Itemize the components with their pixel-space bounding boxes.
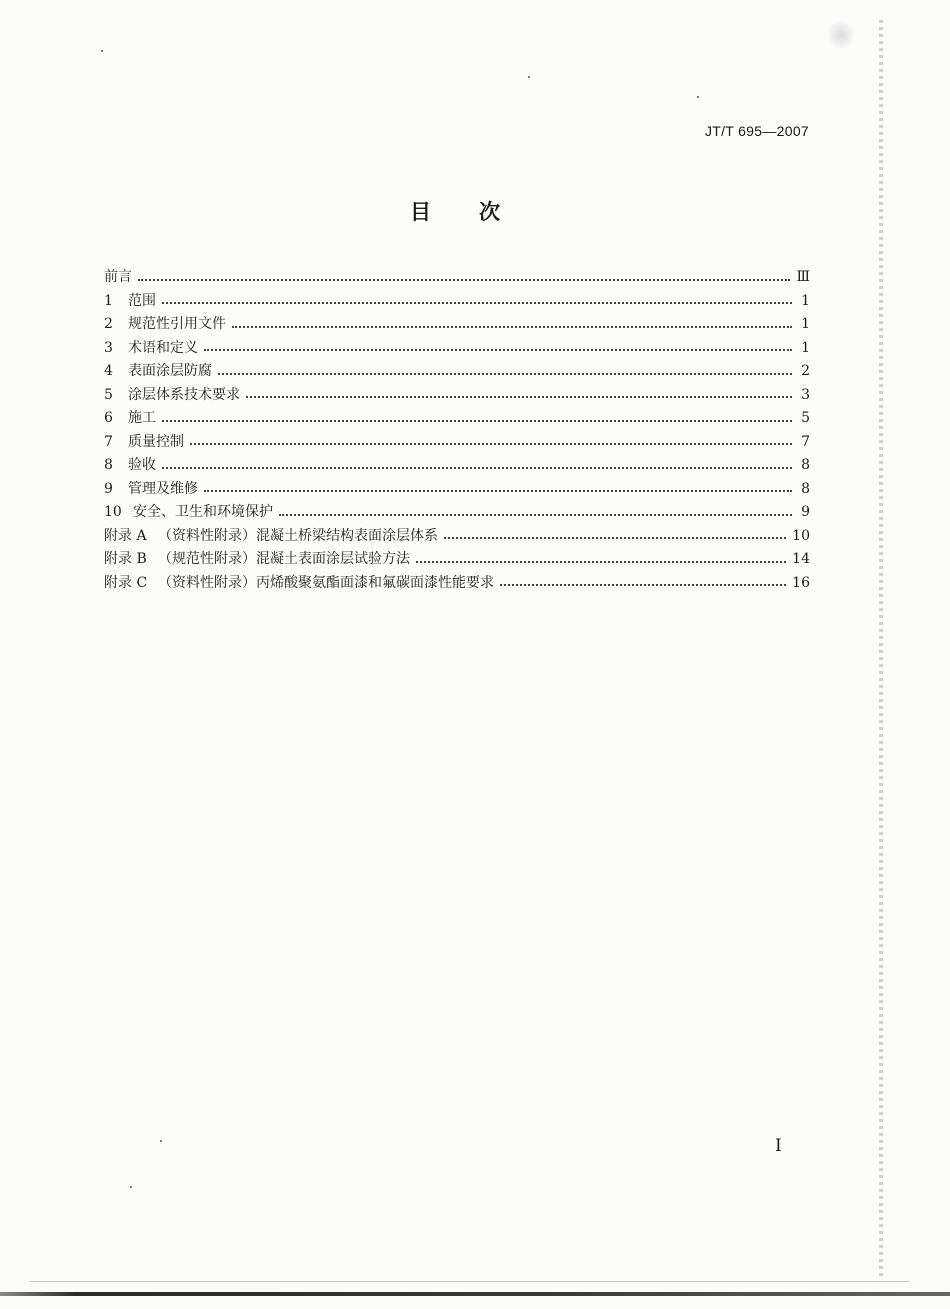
page-title bbox=[0, 196, 910, 226]
toc-entry-label: 管理及维修 bbox=[128, 480, 198, 497]
toc-leader-dots bbox=[500, 584, 786, 586]
toc-leader-dots bbox=[190, 443, 792, 445]
scan-speck bbox=[160, 1140, 162, 1142]
toc-entry[interactable] bbox=[104, 501, 810, 525]
toc-entry-page: 16 bbox=[792, 574, 810, 591]
toc-entry-appendix[interactable] bbox=[104, 548, 810, 572]
scan-smudge bbox=[828, 20, 854, 50]
toc-entry-number: 1 bbox=[104, 292, 113, 309]
scan-edge-bottom bbox=[0, 1292, 950, 1296]
toc-leader-dots bbox=[204, 490, 792, 492]
toc-leader-dots bbox=[218, 373, 792, 375]
toc-entry-label: 术语和定义 bbox=[128, 339, 198, 356]
toc-entry-label: 施工 bbox=[128, 410, 156, 426]
document-code: JT/T 695—2007 bbox=[704, 123, 809, 139]
toc-entry-number: 附录 B bbox=[104, 551, 147, 567]
toc-entry[interactable] bbox=[104, 454, 810, 478]
toc-entry[interactable] bbox=[104, 478, 810, 502]
toc-entry-page: 1 bbox=[801, 316, 810, 332]
toc-entry-foreword[interactable] bbox=[104, 266, 810, 290]
toc-entry-label: 质量控制 bbox=[128, 433, 184, 450]
toc-entry-number: 3 bbox=[104, 339, 113, 356]
toc-leader-dots bbox=[232, 326, 792, 328]
toc-leader-dots bbox=[162, 302, 792, 304]
toc-entry-label: 表面涂层防腐 bbox=[128, 363, 212, 379]
toc-entry[interactable] bbox=[104, 337, 810, 361]
toc-entry-label: 验收 bbox=[128, 457, 156, 473]
toc-entry-number: 7 bbox=[104, 433, 113, 450]
toc-entry-number: 2 bbox=[104, 316, 113, 332]
toc-leader-dots bbox=[204, 349, 792, 351]
title-char-1: 目 bbox=[410, 200, 431, 224]
toc-entry-page: 3 bbox=[801, 386, 810, 403]
toc-leader-dots bbox=[416, 561, 786, 563]
toc-leader-dots bbox=[162, 467, 792, 469]
toc-entry-appendix[interactable] bbox=[104, 572, 810, 596]
toc-entry[interactable] bbox=[104, 431, 810, 455]
toc-leader-dots bbox=[444, 537, 786, 539]
toc-leader-dots bbox=[162, 420, 792, 422]
toc-entry-page: 8 bbox=[801, 480, 810, 497]
toc-entry-label: 涂层体系技术要求 bbox=[128, 386, 240, 403]
toc-entry-number: 附录 A bbox=[104, 527, 147, 544]
toc-entry[interactable] bbox=[104, 360, 810, 384]
toc-entry-page: 1 bbox=[801, 292, 810, 309]
toc-entry-label: （资料性附录）混凝土桥梁结构表面涂层体系 bbox=[158, 527, 438, 544]
title-char-2: 次 bbox=[479, 200, 500, 224]
toc-entry-page: 5 bbox=[801, 410, 810, 426]
toc-entry-number: 附录 C bbox=[104, 574, 148, 591]
toc-entry-page: 14 bbox=[792, 551, 810, 567]
table-of-contents bbox=[104, 266, 810, 595]
scan-speck bbox=[130, 1186, 132, 1188]
scan-speck bbox=[528, 76, 530, 78]
toc-entry[interactable] bbox=[104, 407, 810, 431]
toc-entry-page: 9 bbox=[801, 504, 810, 520]
toc-entry-label: 安全、卫生和环境保护 bbox=[133, 504, 273, 520]
scan-speck bbox=[101, 50, 103, 52]
toc-entry-number: 9 bbox=[104, 480, 113, 497]
toc-entry-page: 8 bbox=[801, 457, 810, 473]
toc-entry[interactable] bbox=[104, 384, 810, 408]
toc-entry-page: 2 bbox=[801, 363, 810, 379]
toc-entry-number: 10 bbox=[104, 504, 122, 520]
toc-entry-number: 6 bbox=[104, 410, 113, 426]
toc-leader-dots bbox=[279, 514, 792, 516]
toc-entry-page: 1 bbox=[801, 339, 810, 356]
toc-entry-label: 前言 bbox=[104, 269, 132, 285]
scan-speck bbox=[697, 96, 699, 98]
toc-leader-dots bbox=[246, 396, 792, 398]
toc-entry-page: Ⅲ bbox=[796, 269, 810, 285]
toc-entry-label: 规范性引用文件 bbox=[128, 316, 226, 332]
toc-entry-page: 10 bbox=[792, 527, 810, 544]
scan-edge-bottom-faint bbox=[30, 1281, 910, 1282]
toc-entry-page: 7 bbox=[801, 433, 810, 450]
toc-entry-appendix[interactable] bbox=[104, 525, 810, 549]
toc-entry-label: 范围 bbox=[128, 292, 156, 309]
toc-entry[interactable] bbox=[104, 290, 810, 314]
toc-entry-number: 8 bbox=[104, 457, 113, 473]
toc-entry-label: （资料性附录）丙烯酸聚氨酯面漆和氟碳面漆性能要求 bbox=[158, 574, 494, 591]
toc-entry-number: 4 bbox=[104, 363, 113, 379]
page-number: I bbox=[775, 1136, 782, 1156]
toc-leader-dots bbox=[138, 279, 790, 281]
toc-entry-label: （规范性附录）混凝土表面涂层试验方法 bbox=[158, 551, 410, 567]
toc-entry-number: 5 bbox=[104, 386, 113, 403]
toc-entry[interactable] bbox=[104, 313, 810, 337]
